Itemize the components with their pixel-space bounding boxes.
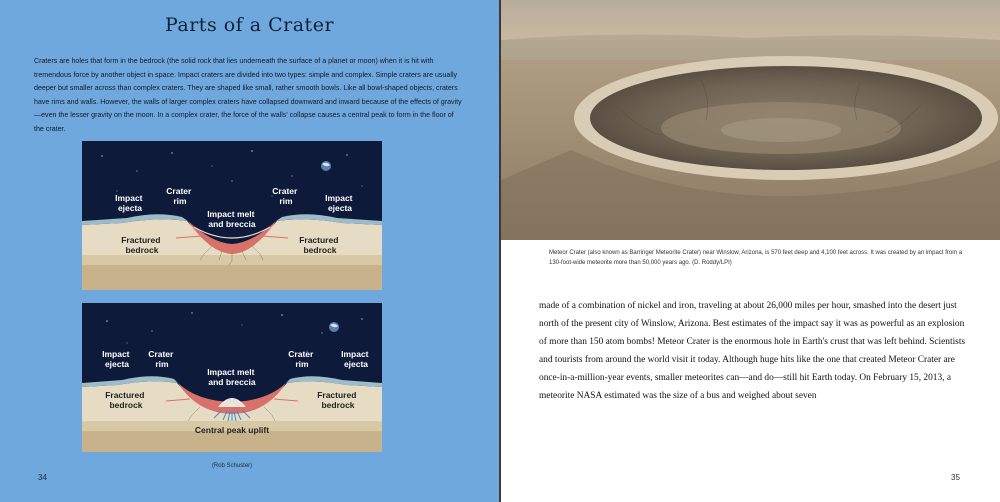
label-fractured-right: Fractured bedrock bbox=[317, 390, 357, 410]
simple-crater-diagram bbox=[82, 141, 382, 290]
label-rim-left: Crater rim bbox=[148, 349, 174, 369]
page-number-right: 35 bbox=[951, 473, 960, 482]
label-ejecta-left: Impact ejecta bbox=[102, 349, 130, 369]
label-rim-right: Crater rim bbox=[288, 349, 314, 369]
label-fractured-right: Fractured bedrock bbox=[299, 235, 339, 255]
diagram-credit: (Rob Schuster) bbox=[211, 463, 253, 469]
label-ejecta-left: Impact ejecta bbox=[115, 193, 143, 213]
meteor-crater-photo bbox=[501, 0, 1000, 240]
page-title: Parts of a Crater bbox=[164, 14, 335, 36]
label-ejecta-right: Impact ejecta bbox=[325, 193, 353, 213]
complex-crater-diagram bbox=[82, 303, 382, 452]
label-fractured-left: Fractured bedrock bbox=[105, 390, 145, 410]
label-rim-left: Crater rim bbox=[166, 186, 192, 206]
left-page bbox=[0, 0, 499, 502]
label-fractured-left: Fractured bedrock bbox=[121, 235, 161, 255]
label-rim-right: Crater rim bbox=[272, 186, 298, 206]
page-number-left: 34 bbox=[38, 473, 47, 482]
body-text: made of a combination of nickel and iron, traveling at about 26,000 miles per hour, smashed into the desert just north of the present city of Winslow, Arizona. Best estimates of the impact say it was as powerful as an explosion of more than 150 atom bombs! Meteor Crater is the enormous hole in Earth's crust that was left behind. Scientists and tourists from around the world visit it today. Although huge hits like the one that created Meteor Crater are once-in-a-million-year events, smaller meteorites can—and do—still hit Earth today. On February 15, 2013, a meteorite NASA estimated was the size of a bus and weighed about seven bbox=[539, 301, 966, 401]
label-ejecta-right: Impact ejecta bbox=[341, 349, 369, 369]
intro-paragraph: Craters are holes that form in the bedrock (the solid rock that lies underneath the surface of a planet or moon) when it is hit with tremendous force by another object in space. Impact craters are divided into two types: simple and complex. Simple craters are usually deeper but smaller across than complex craters. They are shaped like small, rather smooth bowls. Like all bowl-shaped objects, craters have rims and walls. However, the walls of larger complex craters have collapsed downward and inward because of the effects of gravity—even the lesser gravity on the moon. In a complex crater, the force of the walls' collapse causes a central peak to form in the floor of the crater. bbox=[34, 57, 462, 133]
label-melt: Impact melt and breccia bbox=[207, 367, 256, 387]
right-page bbox=[501, 0, 1000, 502]
label-melt: Impact melt and breccia bbox=[207, 209, 256, 229]
photo-caption: Meteor Crater (also known as Barringer Meteorite Crater) near Winslow, Arizona, is 570 feet deep and 4,100 feet across. It was created by an impact from a 130-foot-wide meteorite more than 50,000 years ago. (D. Roddy/LPI) bbox=[549, 250, 963, 266]
label-central-peak: Central peak uplift bbox=[194, 425, 270, 435]
